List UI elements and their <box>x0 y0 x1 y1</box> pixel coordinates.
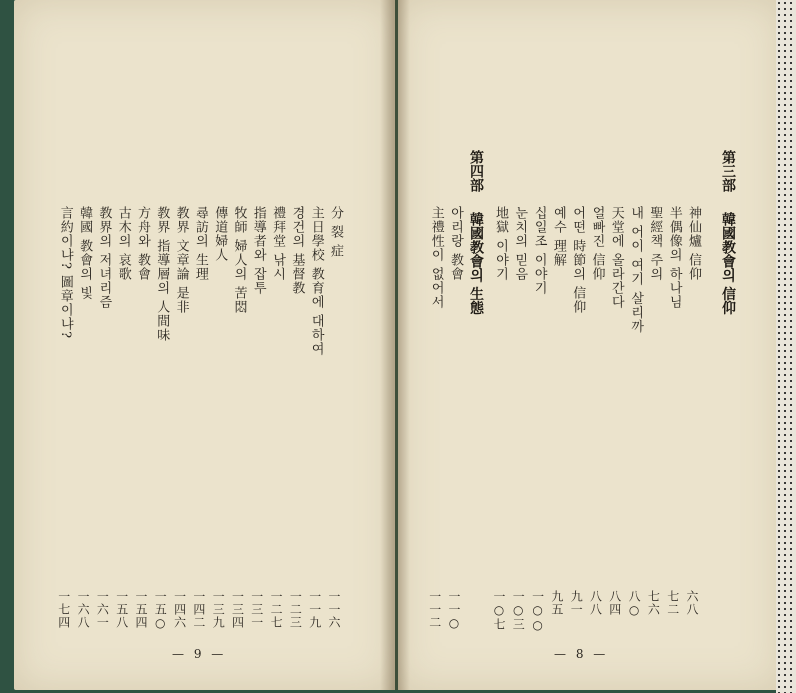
toc-entry-page: 一二三 <box>288 590 303 629</box>
toc-entry-title: 얼빠진 信仰 <box>589 206 605 282</box>
toc-entry-title: 어떤 時節의 信仰 <box>570 206 586 315</box>
toc-entry-page: 一二七 <box>269 590 284 629</box>
toc-entry-page: 一一六 <box>327 590 341 629</box>
toc-entry-title: 神仙爐 信仰 <box>686 206 701 282</box>
toc-entry <box>568 206 587 630</box>
toc-entry <box>530 206 549 633</box>
toc-entry-page: 一三九 <box>211 590 226 629</box>
toc-entry-title: 主日學校 教育에 대하여 <box>308 206 324 357</box>
part3-heading: 韓國教會의 信仰 <box>720 212 736 315</box>
toc-entry <box>191 206 210 630</box>
toc-entry-title: 눈치의 믿음 <box>512 206 528 282</box>
toc-entry-title: 教界 指導層의 人間味 <box>154 206 170 343</box>
toc-entry <box>268 206 287 630</box>
toc-entry <box>607 206 626 630</box>
toc-entry <box>287 206 306 630</box>
toc-entry <box>75 206 94 630</box>
toc-entry-page: 一一二 <box>427 590 442 629</box>
toc-entry-page: 一五四 <box>134 590 148 629</box>
book-gutter <box>380 0 410 690</box>
toc-entry-title: 내 어이 여기 살리까 <box>628 206 644 334</box>
toc-entry <box>684 206 703 630</box>
toc-entry-page: 一○三 <box>511 590 526 631</box>
toc-entry-title: 예수 理解 <box>550 206 566 268</box>
toc-entry-title: 경건의 基督教 <box>289 206 305 296</box>
toc-entry-title: 教界 文章論 是非 <box>173 206 189 315</box>
toc-entry-title: 아리랑 教會 <box>448 206 463 282</box>
toc-entry-page: 一三四 <box>230 590 245 629</box>
toc-entry <box>491 206 510 630</box>
toc-entry-title: 傳道婦人 <box>212 206 228 262</box>
toc-entry-page: 一四二 <box>191 590 206 629</box>
toc-entry-title: 聖經책 주의 <box>647 206 663 282</box>
scan-edge-pattern <box>776 0 796 693</box>
toc-entry-page: 一五八 <box>114 590 129 629</box>
toc-entry-page: 一五○ <box>153 590 168 631</box>
toc-entry <box>665 206 684 630</box>
toc-entry <box>249 206 268 630</box>
toc-entry-page: 一一九 <box>307 590 322 629</box>
toc-entry <box>549 206 568 630</box>
toc-entry-page: 一四六 <box>172 590 187 629</box>
toc-entry <box>172 206 191 630</box>
toc-entry-title: 牧師 婦人의 苦悶 <box>231 206 247 315</box>
toc-entry-page: 七二 <box>665 590 680 616</box>
toc-entry <box>114 206 133 630</box>
toc-entry-title: 天堂에 올라간다 <box>608 206 624 310</box>
toc-entry-page: 一六一 <box>95 590 110 629</box>
toc-entry-page: 八四 <box>607 590 622 616</box>
toc-entry-title: 主禮性이 없어서 <box>428 206 444 310</box>
toc-entry <box>446 206 465 630</box>
toc-entry-page: 一○七 <box>492 590 506 631</box>
toc-entry-title: 십일조 이야기 <box>531 206 547 296</box>
toc-entry-page: 九一 <box>569 590 584 616</box>
toc-entry-title: 尋訪의 生理 <box>192 206 208 282</box>
toc-entry <box>307 206 326 630</box>
toc-entry-title: 地獄 이야기 <box>493 206 508 282</box>
toc-entry <box>152 206 171 630</box>
toc-entry-title: 指導者와 잡투 <box>250 206 266 296</box>
toc-entry-title: 方舟와 教會 <box>135 206 150 282</box>
toc-entry-page: 七六 <box>646 590 661 616</box>
toc-entry-title: 禮拜堂 낚시 <box>270 206 286 282</box>
toc-entry-title: 韓國 教會의 빛 <box>77 206 93 301</box>
toc-entry-page: 一○○ <box>530 590 545 633</box>
toc-entry-page: 八○ <box>627 590 642 618</box>
toc-entry <box>427 206 446 630</box>
toc-entry-page: 六八 <box>685 590 699 616</box>
toc-entry-page: 八八 <box>588 590 603 616</box>
toc-entry <box>210 206 229 630</box>
toc-entry <box>326 206 345 630</box>
toc-entry-title: 言約이냐? 圖章이냐? <box>57 206 73 340</box>
left-folio: — 9 — <box>172 647 227 661</box>
toc-entry <box>626 206 645 630</box>
toc-entry-page: 一六八 <box>76 590 91 629</box>
toc-entry-page: 一七四 <box>56 590 71 629</box>
toc-entry <box>588 206 607 630</box>
part4-label: 第四部 <box>468 150 484 192</box>
toc-entry-page: 一三一 <box>249 590 264 629</box>
toc-entry-page: 一一○ <box>447 590 461 631</box>
toc-entry <box>230 206 249 630</box>
toc-entry <box>133 206 152 630</box>
toc-entry <box>94 206 113 630</box>
right-folio: — 8 — <box>554 647 609 661</box>
part4-heading: 韓國教會의 生態 <box>468 212 484 315</box>
toc-entry-title: 分 裂 症 <box>328 206 343 259</box>
toc-entry <box>645 206 664 630</box>
toc-entry <box>56 206 75 630</box>
toc-entry-title: 教界의 저녀리즘 <box>96 206 112 310</box>
part3-label: 第三部 <box>720 150 736 192</box>
toc-entry-title: 古木의 哀歌 <box>115 206 131 282</box>
toc-entry <box>510 206 529 630</box>
toc-entry-title: 半偶像의 하나님 <box>666 206 682 310</box>
toc-entry-page: 九五 <box>549 590 564 616</box>
